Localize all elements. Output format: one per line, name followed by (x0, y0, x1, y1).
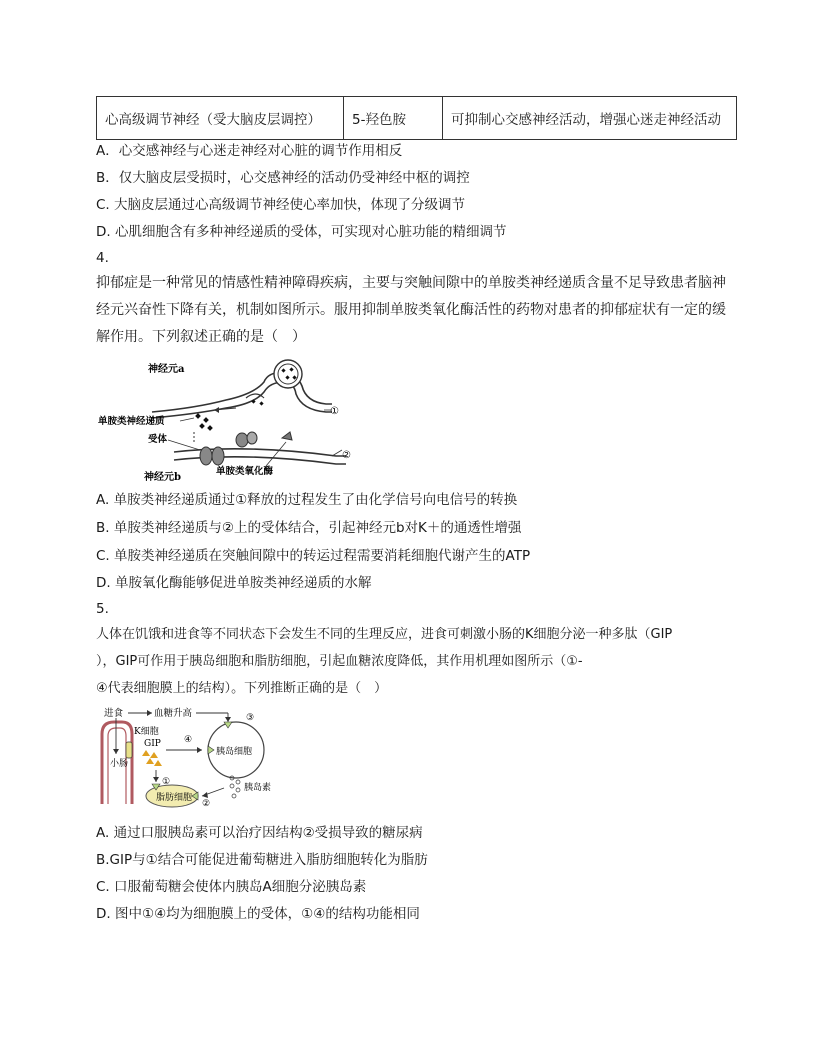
fig-label-eat: 进食 (104, 708, 124, 719)
q5-number: 5. (96, 601, 109, 617)
fig-label-insulin: 胰岛素 (244, 783, 272, 793)
fig-label-2: ② (202, 799, 211, 808)
q4-option-c: C. 单胺类神经递质在突触间隙中的转运过程需要消耗细胞代谢产生的ATP (96, 548, 531, 564)
transmitter-dot (207, 425, 213, 431)
q4-stem: 抑郁症是一种常见的情感性精神障碍疾病，主要与突触间隙中的单胺类神经递质含量不足导致患者脑神经元兴奋性下降有关，机制如图所示。服用抑制单胺类氧化酶活性的药物对患者的抑郁症状有一定的缓解作用。下列叙述正确的是（ ） (96, 275, 726, 345)
q5-stem-line-2: ），GIP可作用于胰岛细胞和脂肪细胞，引起血糖浓度降低，其作用机理如图所示（①- (96, 654, 583, 669)
leader-line (180, 418, 194, 421)
q5-option-a: A. 通过口服胰岛素可以治疗因结构②受损导致的糖尿病 (96, 825, 423, 841)
fig-label-k-cell: K细胞 (134, 727, 159, 737)
arrowhead (225, 717, 231, 722)
fig-label-fat: 脂肪细胞 (156, 793, 193, 803)
leader-line (168, 440, 200, 450)
table-cell-transmitter: 5-羟色胺 (344, 97, 443, 140)
q4-option-b: B. 单胺类神经递质与②上的受体结合，引起神经元b对K＋的通透性增强 (96, 520, 522, 536)
q5-stem-line-1: 人体在饥饿和进食等不同状态下会发生不同的生理反应，进食可刺激小肠的K细胞分泌一种多肽（GIP (96, 627, 673, 642)
q5-option-c: C. 口服葡萄糖会使体内胰岛A细胞分泌胰岛素 (96, 879, 367, 895)
gip-mechanism-figure (96, 704, 280, 808)
q3-option-c: C. 大脑皮层通过心高级调节神经使心率加快，体现了分级调节 (96, 197, 466, 213)
receptor-icon (212, 447, 224, 465)
insulin-granule (236, 780, 240, 784)
gip-peptide-icon (154, 760, 162, 766)
q3-option-b: B．仅大脑皮层受损时，心交感神经的活动仍受神经中枢的调控 (96, 170, 470, 186)
enzyme-icon (282, 432, 292, 440)
fig-label-4: ④ (184, 735, 193, 745)
q3-option-a: A．心交感神经与心迷走神经对心脏的调节作用相反 (96, 143, 403, 159)
fig-label-neuron-b: 神经元b (144, 472, 181, 483)
fig-label-intestine: 小肠 (110, 759, 129, 769)
fig-label-gip: GIP (144, 739, 161, 749)
fig-label-receptor: 受体 (148, 434, 168, 445)
arrowhead (147, 710, 152, 716)
fig-label-1: ① (330, 406, 339, 417)
fig-label-neuron-a: 神经元a (148, 364, 185, 375)
receptor-icon (200, 447, 212, 465)
table-cell-nerve: 心高级调节神经（受大脑皮层调控） (97, 97, 344, 140)
leader-line (266, 442, 286, 466)
fig-label-2: ② (342, 450, 351, 461)
fig-label-glucose-up: 血糖升高 (154, 708, 193, 719)
insulin-granule (230, 784, 234, 788)
transmitter-dot (203, 417, 209, 423)
leader-line (332, 450, 342, 456)
synapse-figure (96, 352, 376, 484)
receptor-icon (247, 432, 257, 444)
fig-label-3: ③ (246, 713, 255, 723)
arrowhead (202, 792, 208, 798)
table-row (97, 97, 737, 140)
q3-option-d: D. 心肌细胞含有多种神经递质的受体，可实现对心脏功能的精细调节 (96, 224, 507, 240)
fig-label-1: ① (162, 777, 171, 787)
fig-label-transmitter: 单胺类神经递质 (98, 416, 165, 427)
insulin-granule (236, 788, 240, 792)
table-cell-effect: 可抑制心交感神经活动，增强心迷走神经活动 (443, 97, 737, 140)
transmitter-dot (195, 413, 201, 419)
transmitter-dot (259, 401, 263, 405)
gip-peptide-icon (142, 750, 150, 756)
k-cell-icon (126, 742, 132, 758)
insulin-granule (232, 794, 236, 798)
q4-number: 4. (96, 250, 109, 266)
neuron-a-membrane-bottom (152, 382, 332, 418)
receptor-icon (236, 433, 248, 447)
fig-label-enzyme: 单胺类氧化酶 (216, 466, 274, 477)
q4-option-d: D. 单胺氧化酶能够促进单胺类神经递质的水解 (96, 575, 372, 591)
release-arrowhead (214, 407, 219, 413)
regulation-table (96, 96, 737, 140)
q5-stem-line-3: ④代表细胞膜上的结构）。下列推断正确的是（ ） (96, 681, 388, 696)
q4-option-a: A. 单胺类神经递质通过①释放的过程发生了由化学信号向电信号的转换 (96, 492, 518, 508)
gip-peptide-icon (150, 752, 158, 758)
q5-option-b: B.GIP与①结合可能促进葡萄糖进入脂肪细胞转化为脂肪 (96, 852, 428, 868)
arrowhead (197, 747, 202, 753)
q5-option-d: D. 图中①④均为细胞膜上的受体，①④的结构功能相同 (96, 906, 420, 922)
gip-peptide-icon (146, 758, 154, 764)
transmitter-dot (199, 423, 205, 429)
arrowhead (153, 777, 159, 782)
arrowhead (113, 749, 119, 754)
fig-label-islet: 胰岛细胞 (216, 747, 253, 757)
